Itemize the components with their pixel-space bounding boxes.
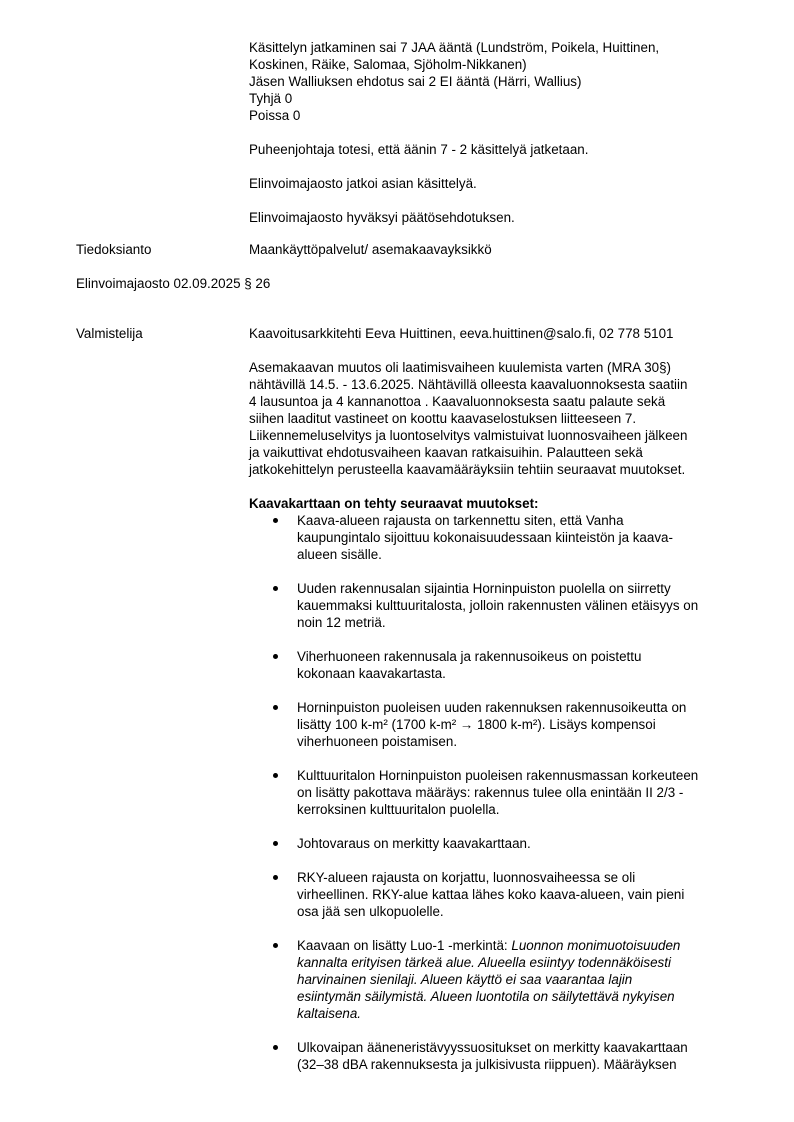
bullet-line: Kulttuuritalon Horninpuiston puoleisen rakennusmassan korkeuteen — [297, 768, 699, 783]
vote-line-2: Koskinen, Räike, Salomaa, Sjöholm-Nikkanen) — [249, 57, 527, 72]
bullet-line: esiintymän säilymistä. Alueen luontotila on säilytettävä nykyisen — [297, 989, 675, 1004]
list-item — [249, 767, 741, 818]
bullet-line: (32–38 dBA rakennuksesta ja julkisivusta riippuen). Määräyksen — [297, 1057, 677, 1072]
bullet-line: Viherhuoneen rakennusala ja rakennusoikeus on poistettu — [297, 649, 642, 664]
intro-line: Liikennemeluselvitys ja luontoselvitys valmistuivat luonnosvaiheen jälkeen — [249, 428, 688, 443]
list-item — [249, 512, 741, 563]
list-item — [249, 937, 741, 1022]
bullet-icon — [273, 773, 278, 778]
intro-line: ja vaikuttivat ehdotusvaiheen kaavan ratkaisuihin. Palautteen sekä — [249, 445, 643, 460]
vote-block — [249, 39, 741, 226]
info-value: Maankäyttöpalvelut/ asemakaavayksikkö — [249, 242, 492, 257]
bullet-line: alueen sisälle. — [297, 547, 382, 562]
main-text — [249, 359, 741, 1073]
bullet-line: Johtovaraus on merkitty kaavakarttaan. — [297, 836, 531, 851]
list-item — [249, 699, 741, 750]
continued-statement: Elinvoimajaosto jatkoi asian käsittelyä. — [249, 176, 477, 191]
bullet-icon — [273, 518, 278, 523]
bullet-icon — [273, 705, 278, 710]
intro-line: nähtävillä 14.5. - 13.6.2025. Nähtävillä olleesta kaavaluonnoksesta saatiin — [249, 377, 688, 392]
list-item — [249, 869, 741, 920]
bullet-line: noin 12 metriä. — [297, 615, 386, 630]
info-label: Tiedoksianto — [76, 242, 152, 257]
bullet-line: kannalta erityisen tärkeä alue. Alueella esiintyy todennäköisesti — [297, 955, 671, 970]
intro-line: siihen laaditut vastineet on koottu kaavaselostuksen liitteeseen 7. — [249, 411, 637, 426]
bullet-icon — [273, 875, 278, 880]
bullet-line: kaupungintalo sijoittuu kokonaisuudessaan kiinteistön ja kaava- — [297, 530, 673, 545]
intro-line: Asemakaavan muutos oli laatimisvaiheen kuulemista varten (MRA 30§) — [249, 360, 672, 375]
bullet-icon — [273, 586, 278, 591]
bullet-line: kauemmaksi kulttuuritalosta, jolloin rakennusten välinen etäisyys on — [297, 598, 699, 613]
bullet-line: osa jää sen ulkopuolelle. — [297, 904, 444, 919]
changes-list — [249, 512, 741, 1073]
luo1-italic: Luonnon monimuotoisuuden — [511, 938, 681, 953]
bullet-line: kerroksinen kulttuuritalon puolella. — [297, 802, 500, 817]
list-item — [249, 835, 741, 852]
intro-paragraph — [249, 359, 741, 478]
bullet-line: kokonaan kaavakartasta. — [297, 666, 446, 681]
meeting-heading: Elinvoimajaosto 02.09.2025 § 26 — [76, 276, 271, 291]
list-item — [249, 648, 741, 682]
bullet-line: lisätty 100 k-m² (1700 k-m² → 1800 k-m²). Lisäys kompensoi — [297, 717, 656, 732]
bullet-icon — [273, 943, 278, 948]
list-item — [249, 580, 741, 631]
bullet-line: Ulkovaipan ääneneristävyyssuositukset on merkitty kaavakarttaan — [297, 1040, 688, 1055]
bullet-line — [297, 937, 741, 954]
intro-line: jatkokehittelyn perusteella kaavamääräyksiin tehtiin seuraavat muutokset. — [249, 462, 686, 477]
preparer-value: Kaavoitusarkkitehti Eeva Huittinen, eeva.huittinen@salo.fi, 02 778 5101 — [249, 326, 674, 341]
bullet-line: virheellinen. RKY-alue kattaa lähes koko kaava-alueen, vain pieni — [297, 887, 685, 902]
chair-statement: Puheenjohtaja totesi, että äänin 7 - 2 käsittelyä jatketaan. — [249, 142, 589, 157]
bullet-line: Kaava-alueen rajausta on tarkennettu siten, että Vanha — [297, 513, 624, 528]
bullet-icon — [273, 1045, 278, 1050]
bullet-line: Horninpuiston puoleisen uuden rakennuksen rakennusoikeutta on — [297, 700, 687, 715]
preparer-label: Valmistelija — [76, 326, 143, 341]
luo1-lead: Kaavaan on lisätty Luo-1 -merkintä: — [297, 938, 512, 953]
bullet-line: RKY-alueen rajausta on korjattu, luonnosvaiheessa se oli — [297, 870, 636, 885]
bullet-line: viherhuoneen poistamisen. — [297, 734, 458, 749]
changes-heading: Kaavakarttaan on tehty seuraavat muutokset: — [249, 496, 539, 511]
vote-absent: Poissa 0 — [249, 108, 301, 123]
bullet-line: on lisätty pakottava määräys: rakennus tulee olla enintään II 2/3 - — [297, 785, 684, 800]
bullet-icon — [273, 841, 278, 846]
list-item — [249, 1039, 741, 1073]
approved-statement: Elinvoimajaosto hyväksyi päätösehdotuksen. — [249, 210, 515, 225]
bullet-line: harvinainen sienilaji. Alueen käyttö ei saa vaarantaa lajin — [297, 972, 633, 987]
bullet-line: kaltaisena. — [297, 1006, 362, 1021]
vote-blank: Tyhjä 0 — [249, 91, 293, 106]
bullet-line: Uuden rakennusalan sijaintia Horninpuiston puolella on siirretty — [297, 581, 671, 596]
bullet-icon — [273, 654, 278, 659]
vote-line-1: Käsittelyn jatkaminen sai 7 JAA ääntä (Lundström, Poikela, Huittinen, — [249, 40, 660, 55]
intro-line: 4 lausuntoa ja 4 kannanottoa . Kaavaluonnoksesta saatu palaute sekä — [249, 394, 666, 409]
vote-line-3: Jäsen Walliuksen ehdotus sai 2 EI ääntä (Härri, Wallius) — [249, 74, 582, 89]
